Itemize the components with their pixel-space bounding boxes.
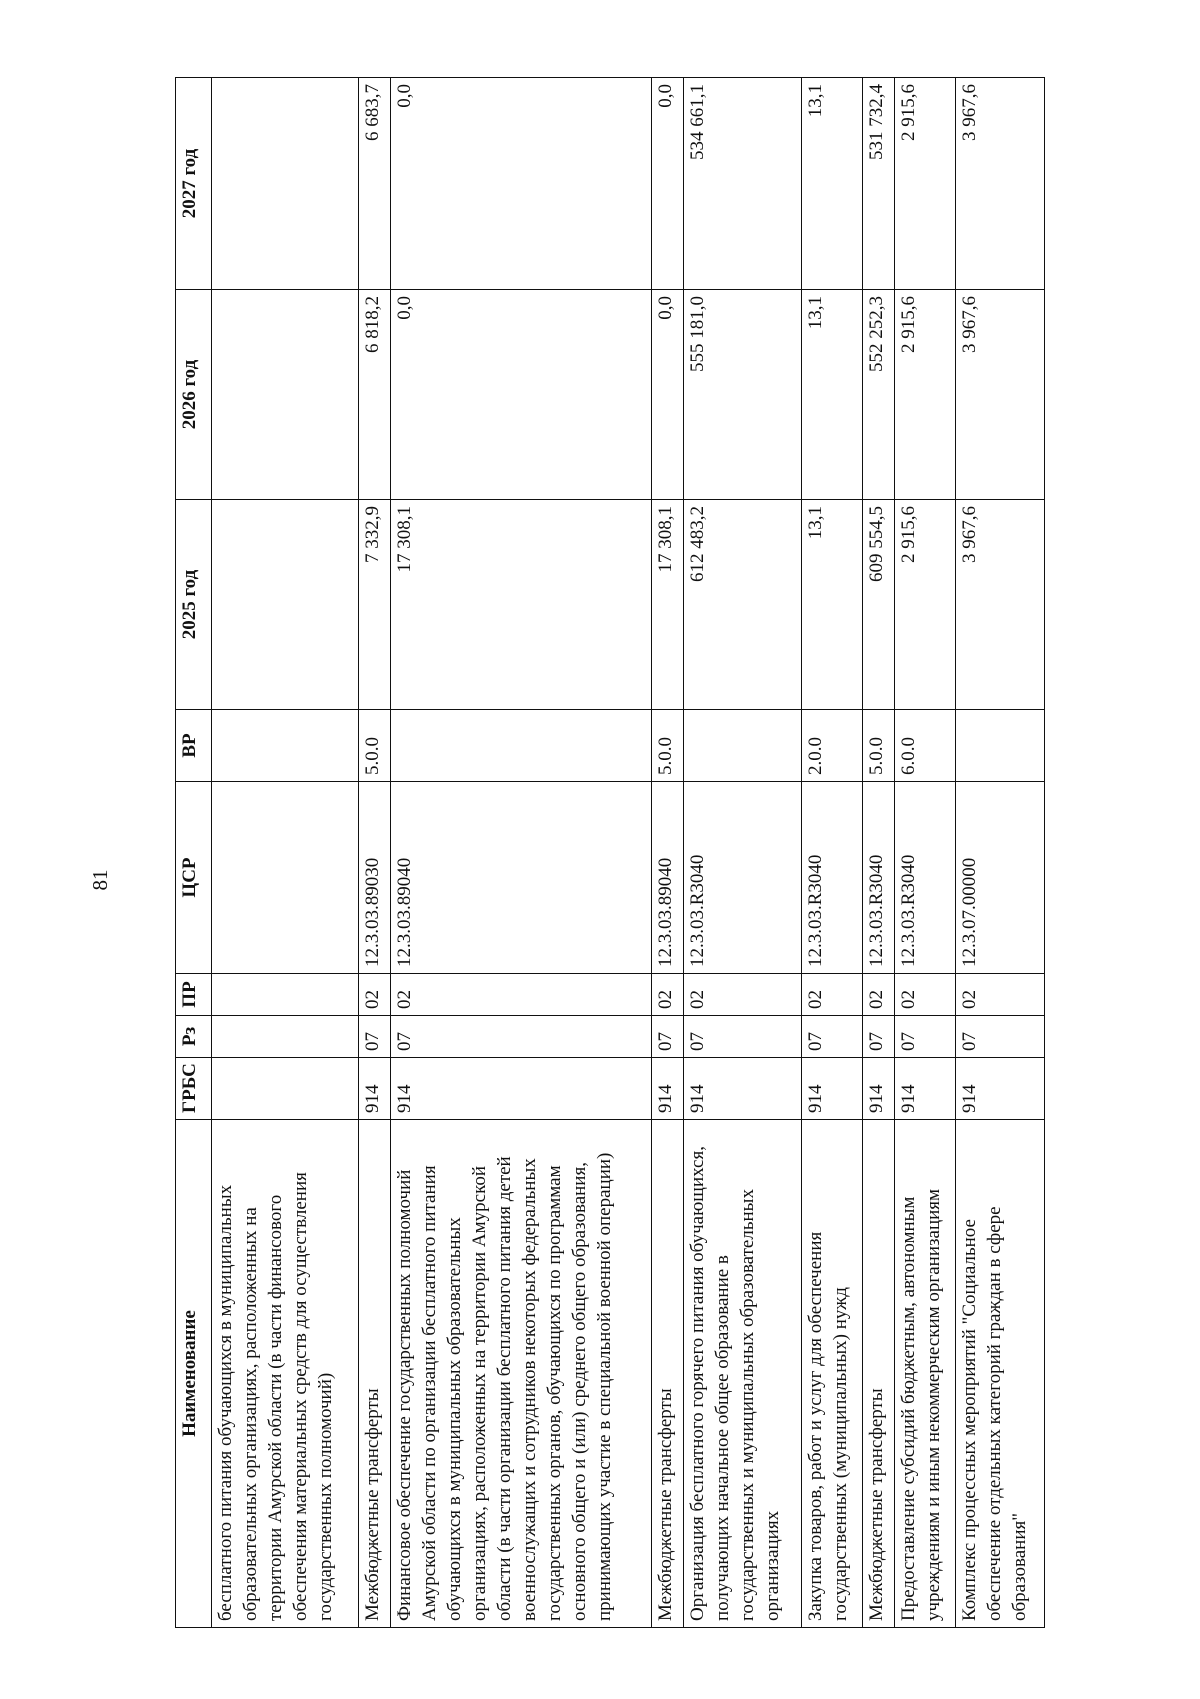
row-csr-cell: 12.3.03.89040 (390, 782, 651, 974)
row-2026-cell: 13,1 (802, 290, 863, 500)
row-rz-cell: 07 (651, 1016, 683, 1058)
row-2027-cell: 13,1 (802, 78, 863, 290)
row-vr-cell (684, 710, 802, 782)
row-name-cell: Предоставление субсидий бюджетным, автономным учреждениям и иным некоммерческим организациям (894, 1120, 955, 1628)
row-2026-cell: 6 818,2 (358, 290, 390, 500)
row-rz-cell (212, 1016, 359, 1058)
row-name-cell: Комплекс процессных мероприятий "Социальное обеспечение отдельных категорий граждан в сфере образования" (955, 1120, 1044, 1628)
row-rz-cell: 07 (894, 1016, 955, 1058)
row-rz-cell: 07 (955, 1016, 1044, 1058)
row-2025-cell: 7 332,9 (358, 500, 390, 710)
row-pr-cell: 02 (390, 974, 651, 1016)
row-name-cell: Организация бесплатного горячего питания обучающихся, получающих начальное общее образование в государственных и муниципальных образовательных организациях (684, 1120, 802, 1628)
row-vr-cell: 2.0.0 (802, 710, 863, 782)
row-vr-cell (955, 710, 1044, 782)
row-2026-cell: 552 252,3 (862, 290, 894, 500)
row-grbs-cell: 914 (684, 1058, 802, 1120)
row-rz-cell: 07 (358, 1016, 390, 1058)
header-csr: ЦСР (176, 782, 212, 974)
row-2027-cell: 0,0 (651, 78, 683, 290)
row-2026-cell: 555 181,0 (684, 290, 802, 500)
header-rz: Рз (176, 1016, 212, 1058)
table-row (894, 78, 955, 1628)
table-row (862, 78, 894, 1628)
row-vr-cell: 5.0.0 (358, 710, 390, 782)
header-grbs: ГРБС (176, 1058, 212, 1120)
row-rz-cell: 07 (802, 1016, 863, 1058)
row-vr-cell (390, 710, 651, 782)
row-name-cell: бесплатного питания обучающихся в муниципальных образовательных организациях, расположенных на территории Амурской области (в части финансового обеспечения материальных средств для осуществления государственных полномочий) (212, 1120, 359, 1628)
budget-table-container (175, 78, 1045, 1628)
row-vr-cell (212, 710, 359, 782)
row-2027-cell: 0,0 (390, 78, 651, 290)
row-2027-cell: 3 967,6 (955, 78, 1044, 290)
row-2025-cell: 612 483,2 (684, 500, 802, 710)
row-name-cell: Межбюджетные трансферты (862, 1120, 894, 1628)
page-number: 81 (88, 869, 112, 891)
header-name: Наименование (176, 1120, 212, 1628)
row-name-cell: Финансовое обеспечение государственных полномочий Амурской области по организации бесплатного питания обучающихся в муниципальных образовательных организациях, расположенных на территории Амурской области (в части организации бесплатного питания детей военнослужащих и сотрудников некоторых федеральных государственных органов, обучающихся по программам основного общего и (или) среднего общего образования, принимающих участие в специальной военной операции) (390, 1120, 651, 1628)
header-2025: 2025 год (176, 500, 212, 710)
row-2027-cell: 534 661,1 (684, 78, 802, 290)
table-body (212, 78, 1045, 1628)
row-2027-cell: 6 683,7 (358, 78, 390, 290)
row-grbs-cell: 914 (651, 1058, 683, 1120)
table-row (212, 78, 359, 1628)
row-grbs-cell: 914 (390, 1058, 651, 1120)
row-name-cell: Закупка товаров, работ и услуг для обеспечения государственных (муниципальных) нужд (802, 1120, 863, 1628)
table-row (802, 78, 863, 1628)
row-csr-cell: 12.3.03.R3040 (802, 782, 863, 974)
row-2025-cell: 3 967,6 (955, 500, 1044, 710)
row-2026-cell (212, 290, 359, 500)
row-pr-cell: 02 (651, 974, 683, 1016)
table-row (651, 78, 683, 1628)
row-grbs-cell: 914 (894, 1058, 955, 1120)
row-2025-cell: 13,1 (802, 500, 863, 710)
row-name-cell: Межбюджетные трансферты (358, 1120, 390, 1628)
row-2026-cell: 2 915,6 (894, 290, 955, 500)
row-csr-cell: 12.3.03.R3040 (862, 782, 894, 974)
table-row (390, 78, 651, 1628)
row-pr-cell (212, 974, 359, 1016)
row-csr-cell: 12.3.03.R3040 (684, 782, 802, 974)
table-header-row (176, 78, 212, 1628)
row-2027-cell: 531 732,4 (862, 78, 894, 290)
row-csr-cell (212, 782, 359, 974)
row-grbs-cell: 914 (955, 1058, 1044, 1120)
table-row (955, 78, 1044, 1628)
row-csr-cell: 12.3.07.00000 (955, 782, 1044, 974)
budget-table (175, 77, 1045, 1628)
row-rz-cell: 07 (684, 1016, 802, 1058)
row-rz-cell: 07 (390, 1016, 651, 1058)
row-pr-cell: 02 (955, 974, 1044, 1016)
row-csr-cell: 12.3.03.R3040 (894, 782, 955, 974)
header-2026: 2026 год (176, 290, 212, 500)
header-vr: ВР (176, 710, 212, 782)
row-2025-cell: 2 915,6 (894, 500, 955, 710)
row-pr-cell: 02 (862, 974, 894, 1016)
row-grbs-cell: 914 (802, 1058, 863, 1120)
row-grbs-cell: 914 (358, 1058, 390, 1120)
row-pr-cell: 02 (802, 974, 863, 1016)
row-pr-cell: 02 (358, 974, 390, 1016)
header-2027: 2027 год (176, 78, 212, 290)
row-2025-cell: 17 308,1 (651, 500, 683, 710)
row-2027-cell (212, 78, 359, 290)
row-vr-cell: 6.0.0 (894, 710, 955, 782)
row-vr-cell: 5.0.0 (862, 710, 894, 782)
row-2025-cell (212, 500, 359, 710)
row-2026-cell: 0,0 (651, 290, 683, 500)
row-2025-cell: 609 554,5 (862, 500, 894, 710)
row-grbs-cell (212, 1058, 359, 1120)
row-2027-cell: 2 915,6 (894, 78, 955, 290)
row-2026-cell: 3 967,6 (955, 290, 1044, 500)
table-row (358, 78, 390, 1628)
row-csr-cell: 12.3.03.89040 (651, 782, 683, 974)
row-2026-cell: 0,0 (390, 290, 651, 500)
row-2025-cell: 17 308,1 (390, 500, 651, 710)
row-pr-cell: 02 (684, 974, 802, 1016)
row-grbs-cell: 914 (862, 1058, 894, 1120)
row-vr-cell: 5.0.0 (651, 710, 683, 782)
table-row (684, 78, 802, 1628)
header-pr: ПР (176, 974, 212, 1016)
row-rz-cell: 07 (862, 1016, 894, 1058)
row-pr-cell: 02 (894, 974, 955, 1016)
row-name-cell: Межбюджетные трансферты (651, 1120, 683, 1628)
row-csr-cell: 12.3.03.89030 (358, 782, 390, 974)
